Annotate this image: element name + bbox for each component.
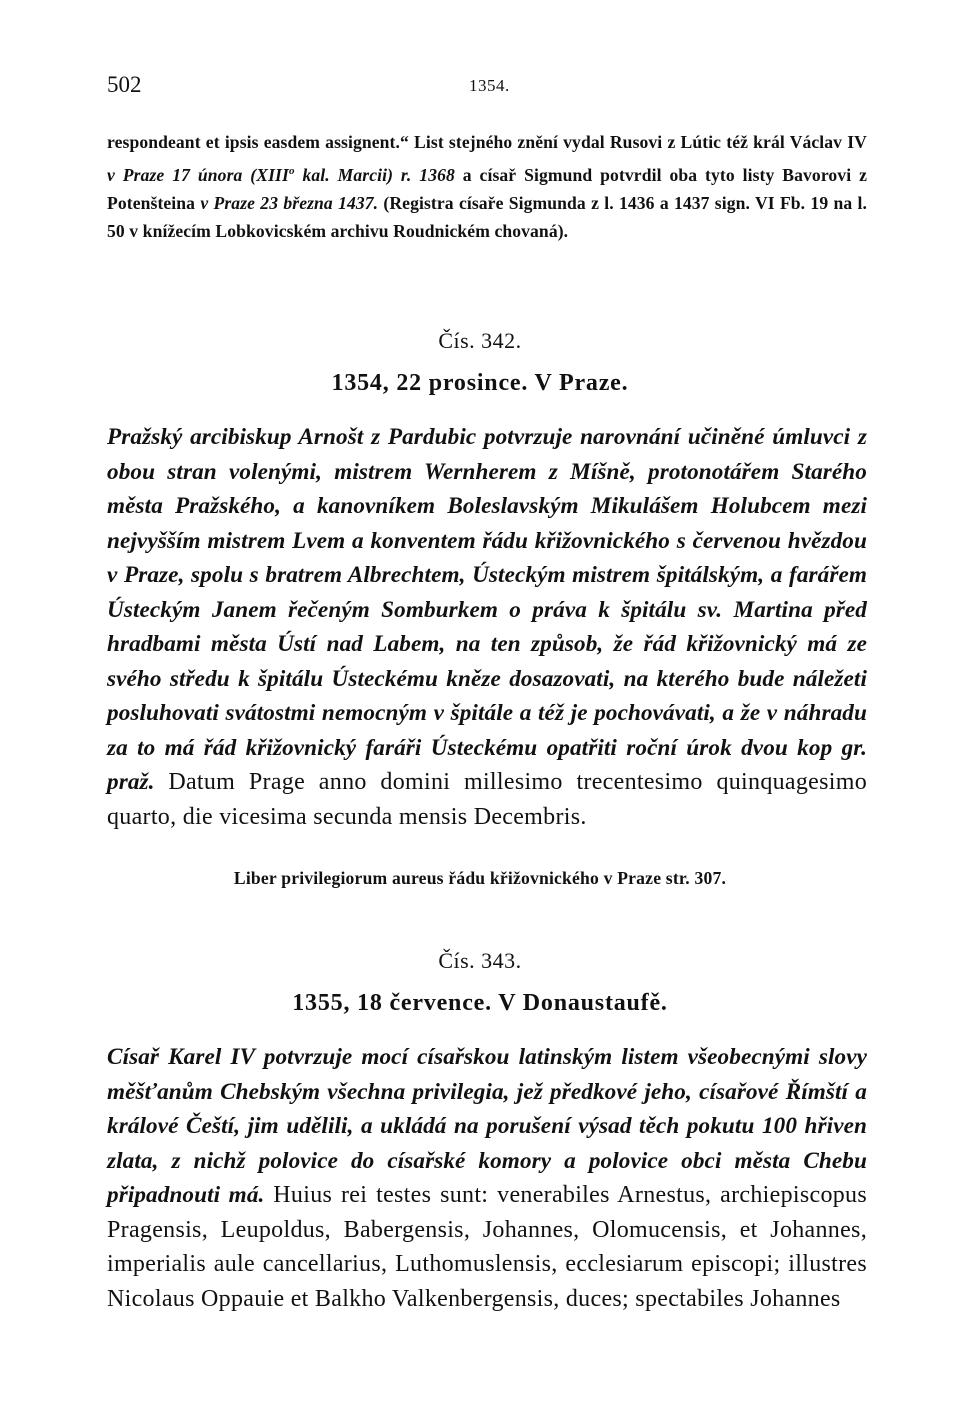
summary-342: Pražský arcibiskup Arnošt z Pardubic potvrzuje narovnání učiněné úmluvci z obou stran volenými, mistrem Wernherem z Míšně, protonotářem Starého města Pražského, a kanovníkem Boleslavským Mikulášem Holubcem mezi nejvyšším mistrem Lvem a konventem řádu křižovnického s červenou hvězdou v Praze, spolu s bratrem Albrechtem, Ústeckým mistrem špitálským, a farářem Ústeckým Janem řečeným Somburkem o práva k špitálu sv. Martina před hradbami města Ústí nad Labem, na ten způsob, že řád křižovnický má ze svého středu k špitálu Ústeckému kněze dosazovati, na kterého bude náležeti posluhovati svátostmi nemocným v špitále a též je pochovávati, a že v náhradu za to má řád křižovnický faráři Ústeckému opatřiti roční úrok dvou kop gr. praž. <box>107 424 867 795</box>
document-number-342: Čís. 342. <box>438 328 522 353</box>
note-superscript: o <box>288 164 295 177</box>
note-text-3: (Registra císaře Sigmunda z l. 1436 a 1437 sign. VI Fb. 19 na l. 50 v knížecím Lobkovicském archivu Roudnickém chovaná). <box>107 192 867 242</box>
note-date-1: v Praze 17 února (XIII <box>107 164 289 185</box>
note-text-2: a císař Sigmund potvrdil oba tyto listy Bavorovi z Potenšteina <box>107 164 867 213</box>
note-date-2: v Praze 23 března 1437. <box>200 192 379 213</box>
document-number-343: Čís. 343. <box>438 948 522 973</box>
document-heading-342: 1354, 22 prosince. V Praze. <box>331 370 629 396</box>
note-date-1b: kal. Marcii) r. 1368 <box>294 164 455 185</box>
document-body-342 <box>107 420 867 834</box>
latin-text-342: Datum Prage anno domini millesimo trecentesimo quinquagesimo quarto, die vicesima secunda mensis Decembris. <box>107 769 867 830</box>
document-heading-343: 1355, 18 července. V Donaustaufě. <box>292 990 668 1016</box>
preceding-note <box>107 128 867 246</box>
source-note-342: Liber privilegiorum aureus řádu křižovnického v Praze str. 307. <box>233 868 727 888</box>
note-text-1: respondeant et ipsis easdem assignent.“ List stejného znění vydal Rusovi z Lútic též král Václav IV <box>107 132 867 152</box>
running-year: 1354. <box>469 76 510 95</box>
summary-343: Císař Karel IV potvrzuje mocí císařskou latinským listem všeobecnými slovy měšťanům Chebským všechna privilegia, jež předkové jeho, císařové Římští a králové Čeští, jim udělili, a ukládá na porušení výsad těch pokutu 100 hřiven zlata, z nichž polovice do císařské komory a polovice obci města Chebu připadnouti má. <box>107 1044 867 1208</box>
latin-text-343: Huius rei testes sunt: venerabiles Arnestus, archiepiscopus Pragensis, Leupoldus, Babergensis, Johannes, Olomucensis, et Johannes, imperialis aule cancellarius, Luthomuslensis, ecclesiarum episcopi; illustres Nicolaus Oppauie et Balkho Valkenbergensis, duces; spectabiles Johannes <box>107 1182 867 1312</box>
running-head <box>107 72 867 102</box>
document-body-343 <box>107 1040 867 1316</box>
page-number: 502 <box>107 72 142 97</box>
